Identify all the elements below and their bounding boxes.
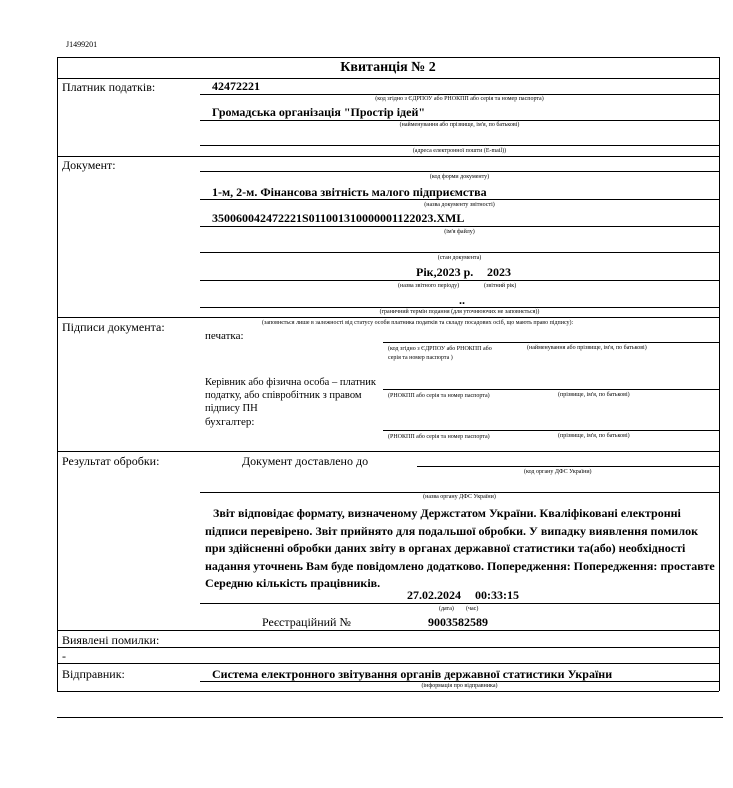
section-divider [57,317,719,318]
errors-label: Виявлені помилки: [62,633,160,647]
date-note: (дата) [439,606,454,612]
sender-label: Відправник: [62,667,125,681]
payer-code: 42472221 [212,79,260,93]
frame-top [57,57,719,58]
title-divider [57,78,719,79]
line [200,120,719,121]
bottom-rule [57,717,723,718]
line [383,389,719,390]
dfs-code-note: (код органу ДФС України) [524,469,592,475]
head-signatory-label: Керівник або фізична особа – платник податку, або співробітник з правом підпису ПН [205,377,377,414]
head-name-note: (прізвище, ім'я, по батькові) [558,392,630,398]
section-divider [57,451,719,452]
deadline-value: .. [459,293,465,307]
line [200,681,719,682]
payer-name: Громадська організація "Простір ідей" [212,105,426,119]
reporting-year: 2023 [487,265,511,279]
status-note: (стан документа) [437,255,482,261]
sender-note: (інформація про відправника) [421,683,498,689]
doc-name-note: (назва документу звітності) [424,202,495,208]
time-note: (час) [466,606,479,612]
line [200,603,719,604]
receipt-time: 00:33:15 [475,588,519,602]
frame-right [719,57,720,691]
head-code-note: (РНОКПП або серія та номер паспорта) [388,393,490,399]
acc-code-note: (РНОКПП або серія та номер паспорта) [388,434,490,440]
line [200,145,719,146]
line [383,430,719,431]
receipt-date: 27.02.2024 [407,588,461,602]
stamp-name-note: (найменування або прізвище, ім'я, по батькові) [527,345,647,351]
document-name: 1-м, 2-м. Фінансова звітність малого підприємства [212,185,487,199]
year-note: (звітний рік) [484,283,517,289]
errors-value: - [62,649,66,663]
acc-name-note: (прізвище, ім'я, по батькові) [558,433,630,439]
line [200,199,719,200]
section-divider [57,156,719,157]
delivered-label: Документ доставлено до [242,454,369,468]
document-label: Документ: [62,158,116,172]
file-name: 350060042472221S0110013100000011220​23.XML [212,211,465,225]
period-note: (назва звітного періоду) [398,283,460,289]
line [200,280,719,281]
frame-left [57,57,58,691]
line [200,171,719,172]
registration-number: 9003582589 [428,615,488,629]
reporting-period: Рік,2023 р. [416,265,474,279]
registration-label: Реєстраційний № [262,615,351,629]
processing-message: Звіт відповідає формату, визначеному Держстатом України. Кваліфіковані електронні підписи перевірено. Звіт прийнято для подальшої обробки. У випадку виявлення помилок при здійсненні обробки даних звіту в органах державної статистики та(або) необхідності надання уточнень Вам буде повідомлено додатково. Попередження: Попередження: проставте Середню кількість працівників. [205,506,715,590]
line [200,492,719,493]
line [200,94,719,95]
file-name-note: (ім'я файлу) [444,229,475,235]
dfs-name-note: (назва органу ДФС України) [423,494,496,500]
section-divider [57,663,719,664]
receipt-title: Квитанція № 2 [340,60,436,75]
payer-label: Платник податків: [62,80,156,94]
frame-bottom [57,691,719,692]
sender-value: Система електронного звітування органів державної статистики України [212,667,613,681]
signatures-header-note: (заповнється лише в залежності від статусу особи платника податків та складу посадових осіб, що мають право підпису): [262,320,574,326]
stamp-code-note: (код згідно з ЄДРПОУ або РНОКПП або серія та номер паспорта ) [388,346,492,361]
line [417,466,719,467]
deadline-note: (граничний термін подання (для уточнюючих не заповнється)) [379,309,540,315]
payer-name-note: (найменування або прізвище, ім'я, по батькові) [399,122,520,128]
signatures-label: Підписи документа: [62,320,165,334]
line [383,342,719,343]
stamp-label: печатка: [205,330,244,342]
form-code: J1499201 [66,40,98,49]
result-label: Результат обробки: [62,454,160,468]
form-code-note: (код форми документу) [429,174,490,180]
section-divider [57,647,719,648]
line [200,252,719,253]
payer-email-note: (адреса електронної пошти (E-mail)) [412,148,507,154]
payer-code-note: (код згідно з ЄДРПОУ або РНОКПП або серія та номер паспорта) [375,96,544,102]
line [200,226,719,227]
accountant-label: бухгалтер: [205,416,255,428]
section-divider [57,630,719,631]
line [200,307,719,308]
